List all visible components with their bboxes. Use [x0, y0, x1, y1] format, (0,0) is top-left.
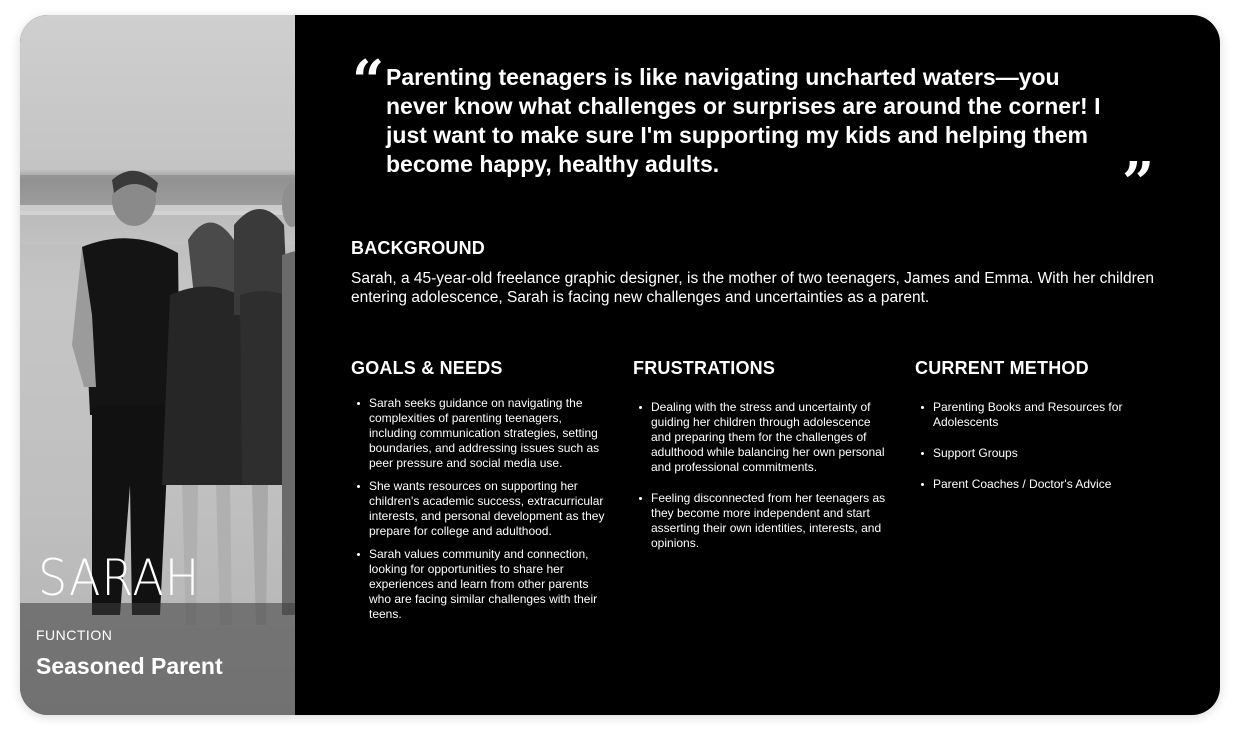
- list-item: Sarah values community and connection, looking for opportunities to share her experiences and learn from other parents who are facing similar challenges with their teens.: [351, 547, 606, 622]
- close-quote-icon: ”: [1122, 150, 1155, 216]
- list-item: Dealing with the stress and uncertainty of guiding her children through adolescence and preparing them for the challenges of adulthood while balancing her own personal and professional commitments.: [633, 400, 888, 475]
- list-item: Support Groups: [915, 446, 1155, 461]
- goals-title: GOALS & NEEDS: [351, 358, 503, 378]
- persona-quote: Parenting teenagers is like navigating uncharted waters—you never know what challenges or surprises are around the corner! I just want to make sure I'm supporting my kids and helping them become happy, healthy adults.: [386, 64, 1101, 177]
- goals-list: [351, 396, 606, 630]
- function-label: FUNCTION: [36, 627, 113, 643]
- frustrations-title: FRUSTRATIONS: [633, 358, 776, 378]
- persona-name: SARAH: [38, 549, 201, 607]
- family-photo: [20, 15, 295, 715]
- background-title: BACKGROUND: [351, 238, 485, 258]
- list-item: Sarah seeks guidance on navigating the complexities of parenting teenagers, including communication strategies, setting boundaries, and addressing issues such as peer pressure and social media use.: [351, 396, 606, 471]
- persona-card: [20, 15, 1220, 715]
- current-method-title: CURRENT METHOD: [915, 358, 1089, 378]
- frustrations-list: [633, 400, 888, 567]
- open-quote-icon: “: [352, 48, 385, 114]
- list-item: Parenting Books and Resources for Adolescents: [915, 400, 1155, 430]
- list-item: Feeling disconnected from her teenagers as they become more independent and start asserting their own identities, interests, and opinions.: [633, 491, 888, 551]
- list-item: She wants resources on supporting her children's academic success, extracurricular interests, and personal development as they prepare for college and adulthood.: [351, 479, 606, 539]
- list-item: Parent Coaches / Doctor's Advice: [915, 477, 1155, 492]
- background-text: Sarah, a 45-year-old freelance graphic designer, is the mother of two teenagers, James and Emma. With her children entering adolescence, Sarah is facing new challenges and uncertainties as a parent.: [351, 270, 1154, 306]
- persona-role: Seasoned Parent: [36, 653, 223, 679]
- current-method-list: [915, 400, 1155, 508]
